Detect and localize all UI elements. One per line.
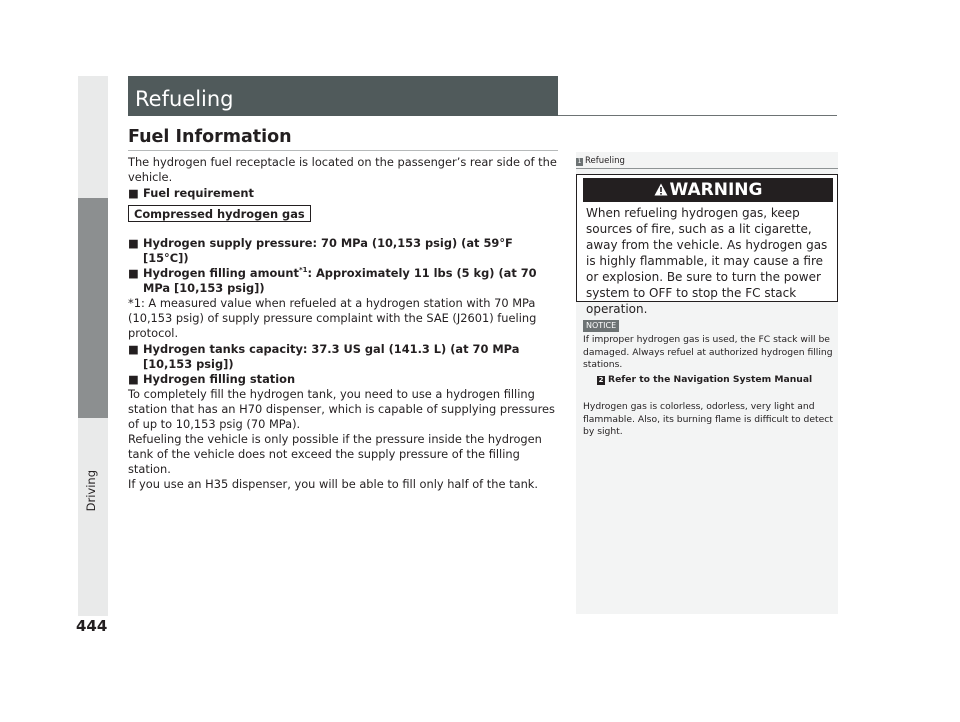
warning-title: WARNING [669,180,763,200]
fuel-requirement-box: Compressed hydrogen gas [128,205,311,222]
filling-amount-label: Hydrogen filling amount [143,266,299,280]
tank-capacity-text: Hydrogen tanks capacity: 37.3 US gal (141.3 L) (at 70 MPa [10,153 psig]) [143,342,520,371]
hydrogen-info-text: Hydrogen gas is colorless, odorless, very light and flammable. Also, its burning flame is difficult to detect by sight. [583,401,833,437]
filling-amount-text: : Approximately 11 lbs (5 kg) (at 70 MPa [10,153 psig]) [143,266,537,295]
filling-station-label: Hydrogen filling station [143,372,296,386]
heading-rule [128,150,558,151]
filling-station-heading [128,372,560,387]
manual-reference-text: Refer to the Navigation System Manual [608,374,813,385]
warning-text: When refueling hydrogen gas, keep sources of fire, such as a lit cigarette, away from the vehicle. As hydrogen gas is highly flammable, it may cause a fire or explosion. Be sure to turn the power system to OFF to stop the FC stack operation. [586,206,828,316]
notes-header-label: Refueling [585,156,625,166]
notes-header-rule [576,168,838,169]
supply-pressure-heading [128,236,560,266]
reference-arrow-icon: 2 [598,376,604,384]
bullet-icon: ■ [128,236,139,250]
filling-amount-heading [128,266,560,296]
footnote-text: *1: A measured value when refueled at a hydrogen station with 70 MPa (10,153 psig) of supply pressure complaint with the SAE (J2601) fueling protocol. [128,296,537,340]
tank-capacity-heading [128,342,560,372]
warning-title-bar [583,178,833,202]
manual-reference[interactable] [597,374,835,387]
warning-triangle-icon [654,183,668,196]
bullet-icon: ■ [128,266,139,280]
intro-text: The hydrogen fuel receptacle is located on the passenger’s rear side of the vehicle. [128,155,557,184]
filling-station-body [128,387,560,492]
filling-station-paragraph: Refueling the vehicle is only possible if the pressure inside the hydrogen tank of the vehicle does not exceed the supply pressure of the filling station. [128,432,542,476]
notes-header [576,156,838,166]
warning-box [576,174,838,316]
bullet-icon: ■ [128,342,139,356]
bullet-icon: ■ [128,186,139,200]
side-label: Driving [84,470,98,512]
filling-station-paragraph: To completely fill the hydrogen tank, you need to use a hydrogen filling station that has an H70 dispenser, which is capable of supplying pressures of up to 10,153 psig (70 MPa). [128,387,555,431]
supply-pressure-text: Hydrogen supply pressure: 70 MPa (10,153 psig) (at 59°F [15°C]) [143,236,513,265]
page-number: 444 [76,617,108,635]
fuel-requirement-heading [128,186,560,201]
notice-text: If improper hydrogen gas is used, the FC stack will be damaged. Always refuel at authorized hydrogen filling stations. [583,334,833,370]
bullet-icon: ■ [128,372,139,386]
footnote-ref: *1 [298,266,308,275]
section-heading: Fuel Information [128,127,292,147]
fuel-requirement-label: Fuel requirement [143,186,254,200]
title-rule [558,115,837,116]
reference-number-icon: 1 [577,158,582,165]
notice-badge: NOTICE [583,320,619,332]
chapter-title-bar [128,76,558,116]
chapter-title: Refueling [135,87,234,111]
filling-station-paragraph: If you use an H35 dispenser, you will be able to fill only half of the tank. [128,477,539,491]
side-tab-marker [78,198,108,418]
